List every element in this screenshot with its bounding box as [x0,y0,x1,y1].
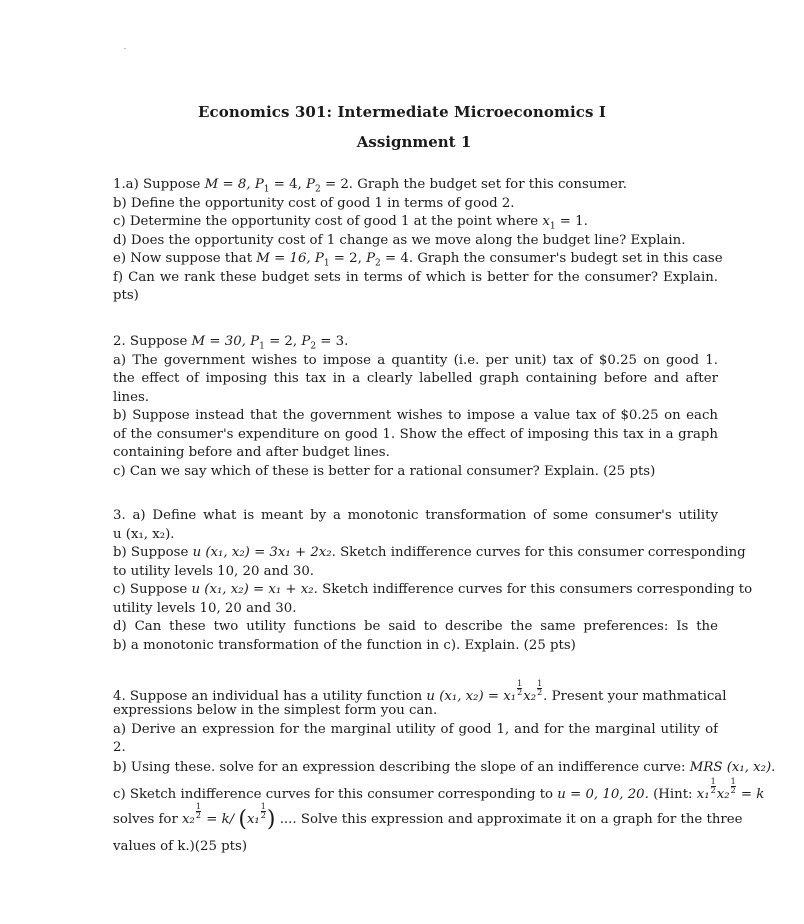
question-4a-cont: 2. [113,740,126,755]
q3b-utility-function: u (x₁, x₂) = 3x₁ + 2x₂. [192,545,336,560]
q1a-text: 1.a) Suppose [113,177,201,192]
question-2b-end: containing before and after budget lines. [113,445,390,460]
q3c-task: Sketch indifference curves for this consumers corresponding to [322,582,753,597]
q2-text: 2. Suppose [113,334,188,349]
question-4 [113,679,776,856]
question-4-intro [113,679,727,704]
q2-income: M = 30, [191,334,246,349]
question-3a: 3. a) Define what is meant by a monotonic transformation of some consumer's utility [113,508,718,523]
question-4d [113,801,743,838]
q1a-price-symbol: P [254,177,264,192]
q4b-mrs: MRS (x₁, x₂). [689,759,776,775]
question-2c: c) Can we say which of these is better for a rational consumer? Explain. (25 pts) [113,463,656,479]
question-4c [113,776,765,802]
q4d-equals-k: = k/ [206,811,235,827]
q1c-text: c) Determine the opportunity cost of good 1 at the point where [113,214,539,229]
q4c-utility-levels: u = 0, 10, 20. [557,786,649,802]
question-4a: a) Derive an expression for the marginal utility of good 1, and for the marginal utility of [113,721,718,737]
q1a-price2: = 2. [324,177,354,192]
q4c-hint-x1: x₁ [696,786,710,802]
q4d-x1: x₁ [246,811,260,827]
q4c-hint-label: (Hint: [653,786,693,802]
q4b-text: b) Using these. solve for an expression describing the slope of an indifference curve: [113,759,686,775]
q4-text: 4. Suppose an individual has a utility function [113,689,423,704]
q4d-x2: x₂ [182,811,195,827]
q1e-income: M = 16, [256,251,311,266]
question-3c [113,581,753,600]
scan-speck [124,48,126,49]
question-1 [113,176,723,306]
q4d-right-paren: ) [266,806,276,832]
question-3d: d) Can these two utility functions be said to describe the same preferences: Is the [113,619,718,634]
question-3b-cont: to utility levels 10, 20 and 30. [113,563,315,579]
question-3b [113,544,746,563]
question-4e: values of k.)(25 pts) [113,838,248,854]
q4c-hint-equals-k: = k [740,786,765,802]
q1a-price1: = 4, [273,177,302,192]
question-4b [113,758,776,778]
question-3 [113,507,753,655]
question-2b-cont: of the consumer's expenditure on good 1. Show the effect of imposing this tax in a graph [113,426,718,442]
half-exponent-1: $\frac{1}{2}$ [517,679,523,697]
half-exponent-2: $\frac{1}{2}$ [537,679,543,697]
q4c-text: c) Sketch indifference curves for this consumer corresponding to [113,786,554,802]
question-4-intro-cont: expressions below in the simplest form you can. [113,703,438,718]
q2-price2: = 3. [320,334,349,349]
question-1a: 1.a) Suppose M = 8, $P_1 = 4$, $P_2 = 2$. Graph the budget set for this consumer. [113,177,627,195]
q3c-utility-function: u (x₁, x₂) = x₁ + x₂. [191,582,318,597]
question-1f: f) Can we rank these budget sets in terms of which is better for the consumer? Explain. [113,269,718,285]
q2-price1: = 2, [269,334,298,349]
q1c-value: = 1. [559,214,588,229]
q4-utility-function: u (x₁, x₂) = x₁ [426,689,517,704]
q1a-task: Graph the budget set for this consumer. [357,177,627,192]
question-2a-cont: the effect of imposing this tax in a clearly labelled graph containing before and after [113,371,718,386]
q1e-price2: = 4. [385,251,414,266]
question-1b: b) Define the opportunity cost of good 1 in terms of good 2. [113,195,515,211]
question-2b: b) Suppose instead that the government wishes to impose a value tax of $0.25 on each [113,408,718,423]
q4d-left-paren: ( [238,806,247,832]
q4c-hint-x2: x₂ [716,786,730,802]
q3b-task: Sketch indifference curves for this consumer corresponding [340,545,746,560]
q1e-text: e) Now suppose that [113,251,253,266]
q3b-text: b) Suppose [113,545,189,560]
question-1f-cont: pts) [113,288,139,303]
question-3a-cont: u (x₁, x₂). [113,526,175,542]
q1e-price1: = 2, [333,251,362,266]
question-1e: e) Now suppose that M = 16, $P_1 = 2$, $P_2 = 4$. Graph the consumer's budegt set in this case [113,251,723,269]
question-2a: a) The government wishes to impose a quantity (i.e. per unit) tax of $0.25 on good 1. [113,352,718,368]
q4d-text: solves for [113,811,178,827]
question-3d-cont: b) a monotonic transformation of the function in c). Explain. (25 pts) [113,637,576,653]
q3c-text: c) Suppose [113,582,188,597]
question-2 [113,333,718,481]
document-title: Economics 301: Intermediate Microeconomics I [198,103,606,121]
q4-x2: x₂ [523,689,537,704]
question-2a-end: lines. [113,389,149,405]
question-1c: c) Determine the opportunity cost of good 1 at the point where $x_1 = 1$. [113,214,588,232]
question-2-intro: 2. Suppose M = 30, $P_1 = 2$, $P_2 = 3$. [113,334,349,352]
half-exponent-5: $\frac{1}{2}$ [195,801,201,820]
question-1d: d) Does the opportunity cost of 1 change as we move along the budget line? Explain. [113,232,686,248]
q4d-task: .... Solve this expression and approximate it on a graph for the three [279,811,743,827]
document-subtitle: Assignment 1 [356,133,472,151]
q4-intro-tail: . Present your mathmatical [543,689,727,704]
q1a-income: M = 8, [204,177,251,192]
half-exponent-4: $\frac{1}{2}$ [730,776,736,795]
half-exponent-6: $\frac{1}{2}$ [260,801,266,820]
question-3c-cont: utility levels 10, 20 and 30. [113,600,297,616]
half-exponent-3: $\frac{1}{2}$ [710,776,716,795]
q1e-task: Graph the consumer's budegt set in this case [417,251,723,266]
